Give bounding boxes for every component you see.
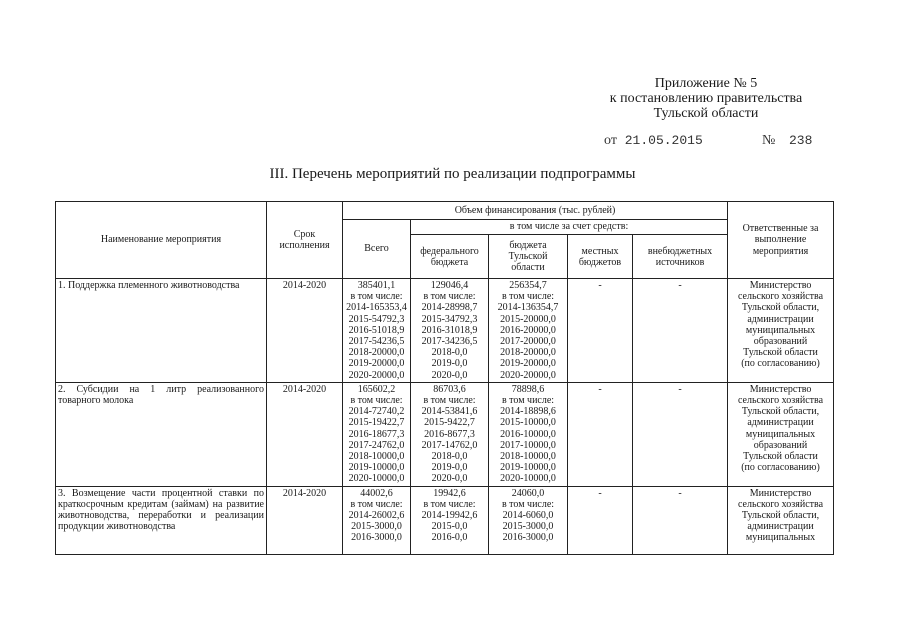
value-line: 2018-10000,0: [348, 451, 405, 463]
value-line: 2015-19422,7: [348, 417, 405, 429]
responsible-line: Тульской области: [743, 347, 818, 359]
row-local: -: [568, 382, 633, 486]
col-header-federal: федерального бюджета: [411, 235, 489, 279]
row-term: 2014-2020: [267, 382, 343, 486]
value-line: 2016-18677,3: [348, 428, 405, 440]
row-responsible: [728, 382, 834, 486]
row-total: [343, 279, 411, 383]
order-number: 238: [789, 133, 813, 148]
responsible-line: администрации: [747, 521, 814, 533]
value-line: в том числе:: [501, 498, 555, 510]
col-header-total: Всего: [343, 220, 411, 279]
table-row: [56, 486, 834, 554]
table-row: [56, 279, 834, 383]
row-federal: [411, 382, 489, 486]
order-date-prefix: от: [604, 133, 617, 148]
value-line: 2014-28998,7: [421, 302, 478, 314]
responsible-line: Тульской области: [743, 451, 818, 463]
value-line: 2020-10000,0: [348, 473, 405, 485]
responsible-line: сельского хозяйства: [737, 291, 824, 303]
value-line: 2017-54236,5: [348, 336, 405, 348]
row-term: 2014-2020: [267, 486, 343, 554]
value-line: 2016-3000,0: [351, 532, 402, 544]
order-number-label: №: [762, 133, 776, 148]
value-line: 2015-34792,3: [421, 313, 478, 325]
responsible-line: сельского хозяйства: [737, 395, 824, 407]
value-line: 2017-20000,0: [500, 336, 556, 348]
value-line: 2019-0,0: [431, 462, 468, 474]
value-line: в том числе:: [501, 291, 555, 303]
value-line: 256354,7: [509, 280, 547, 291]
col-header-funding: Объем финансирования (тыс. рублей): [343, 202, 728, 220]
row-name: 2. Субсидии на 1 литр реализованного товарного молока: [56, 382, 267, 486]
value-line: в том числе:: [423, 395, 476, 407]
row-name: 3. Возмещение части процентной ставки по краткосрочным кредитам (займам) на развитие животноводства, переработки и реализации продукции животноводства: [58, 487, 264, 533]
col-header-regional: бюджета Тульской области: [489, 235, 568, 279]
responsible-line: образований: [753, 439, 808, 451]
row-name: 1. Поддержка племенного животноводства: [56, 279, 267, 383]
responsible-line: администрации: [747, 313, 814, 325]
value-line: 2015-9422,7: [424, 417, 475, 429]
responsible-line: сельского хозяйства: [737, 498, 824, 510]
row-offbudget: -: [633, 279, 728, 383]
row-federal: [411, 279, 489, 383]
col-header-local: местных бюджетов: [568, 235, 633, 279]
value-line: 2019-10000,0: [500, 462, 556, 474]
value-line: 2014-53841,6: [421, 406, 478, 418]
table-row: [56, 382, 834, 486]
value-line: 2014-18898,6: [500, 406, 556, 418]
order-line: [604, 133, 814, 149]
row-offbudget: -: [633, 486, 728, 554]
appendix-line: Приложение № 5: [654, 76, 758, 91]
row-responsible: [728, 279, 834, 383]
row-federal: [411, 486, 489, 554]
row-regional: [489, 382, 568, 486]
row-regional: [489, 279, 568, 383]
value-line: 2018-0,0: [431, 347, 468, 359]
row-name-cell: [56, 486, 267, 554]
value-line: 2014-6060,0: [502, 510, 554, 522]
row-total: [343, 382, 411, 486]
value-line: 2016-8677,3: [424, 428, 475, 440]
value-line: 2018-20000,0: [500, 347, 556, 359]
row-term: 2014-2020: [267, 279, 343, 383]
appendix-line: к постановлению правительства: [609, 91, 803, 106]
value-line: 86703,6: [433, 383, 466, 395]
responsible-line: муниципальных: [745, 532, 816, 544]
value-line: 2016-20000,0: [500, 324, 556, 336]
row-local: -: [568, 279, 633, 383]
responsible-line: (по согласованию): [741, 358, 820, 370]
responsible-line: Министерство: [749, 487, 812, 499]
value-line: 2018-10000,0: [500, 451, 556, 463]
value-line: 2020-10000,0: [500, 473, 556, 485]
value-line: 2015-10000,0: [500, 417, 556, 429]
value-line: в том числе:: [501, 395, 555, 407]
col-header-responsible: Ответственные за выполнение мероприятия: [728, 202, 834, 279]
appendix-line: Тульской области: [653, 106, 759, 121]
value-line: 2015-3000,0: [351, 521, 402, 533]
value-line: 2018-20000,0: [348, 347, 405, 359]
value-line: 2014-19942,6: [421, 510, 478, 522]
col-header-offbudget: внебюджетных источников: [633, 235, 728, 279]
value-line: в том числе:: [350, 395, 403, 407]
value-line: 165602,2: [357, 383, 396, 395]
value-line: 2015-54792,3: [348, 313, 405, 325]
row-responsible: [728, 486, 834, 554]
value-line: 19942,6: [433, 487, 466, 499]
responsible-line: (по согласованию): [741, 462, 820, 474]
row-regional: [489, 486, 568, 554]
value-line: 2016-10000,0: [500, 428, 556, 440]
responsible-line: муниципальных: [745, 324, 816, 336]
value-line: 2019-0,0: [431, 358, 468, 370]
value-line: 2019-10000,0: [348, 462, 405, 474]
value-line: 2014-165353,4: [346, 302, 407, 314]
value-line: 2017-10000,0: [500, 439, 556, 451]
value-line: 2017-24762,0: [348, 439, 405, 451]
responsible-line: Тульской области,: [741, 302, 820, 314]
value-line: 2015-3000,0: [502, 521, 554, 533]
col-header-term: Срок исполнения: [267, 202, 343, 279]
value-line: в том числе:: [423, 498, 476, 510]
col-header-sources: в том числе за счет средств:: [411, 220, 728, 235]
value-line: 2016-0,0: [431, 532, 468, 544]
value-line: 2020-20000,0: [348, 369, 405, 381]
row-offbudget: -: [633, 382, 728, 486]
responsible-line: администрации: [747, 417, 814, 429]
value-line: 2014-72740,2: [348, 406, 405, 418]
responsible-line: муниципальных: [745, 428, 816, 440]
responsible-line: образований: [753, 336, 808, 348]
value-line: 2014-136354,7: [497, 302, 559, 314]
value-line: 2017-34236,5: [421, 336, 478, 348]
section-title: III. Перечень мероприятий по реализации подпрограммы: [269, 166, 636, 182]
row-total: [343, 486, 411, 554]
value-line: 44002,6: [360, 487, 393, 499]
value-line: 2020-0,0: [431, 369, 468, 381]
responsible-line: Министерство: [749, 383, 812, 395]
value-line: в том числе:: [423, 291, 476, 303]
value-line: 2020-20000,0: [500, 369, 556, 381]
value-line: 2020-0,0: [431, 473, 468, 485]
value-line: 2017-14762,0: [421, 439, 478, 451]
value-line: 2018-0,0: [431, 451, 468, 463]
value-line: 2015-0,0: [431, 521, 468, 533]
value-line: 385401,1: [357, 280, 396, 291]
value-line: 2016-31018,9: [421, 324, 478, 336]
value-line: в том числе:: [350, 291, 403, 303]
responsible-line: Министерство: [749, 280, 812, 291]
value-line: 24060,0: [511, 487, 545, 499]
responsible-line: Тульской области,: [741, 510, 820, 522]
measures-table: [55, 201, 834, 555]
order-date: 21.05.2015: [624, 133, 703, 148]
value-line: 2019-20000,0: [348, 358, 405, 370]
value-line: в том числе:: [350, 498, 403, 510]
value-line: 2016-51018,9: [348, 324, 405, 336]
appendix-header: [590, 76, 822, 121]
value-line: 2015-20000,0: [500, 313, 556, 325]
value-line: 78898,6: [511, 383, 545, 395]
responsible-line: Тульской области,: [741, 406, 820, 418]
row-local: -: [568, 486, 633, 554]
col-header-name: Наименование мероприятия: [56, 202, 267, 279]
value-line: 2014-26002,6: [348, 510, 405, 522]
value-line: 129046,4: [430, 280, 469, 291]
value-line: 2016-3000,0: [502, 532, 554, 544]
value-line: 2019-20000,0: [500, 358, 556, 370]
